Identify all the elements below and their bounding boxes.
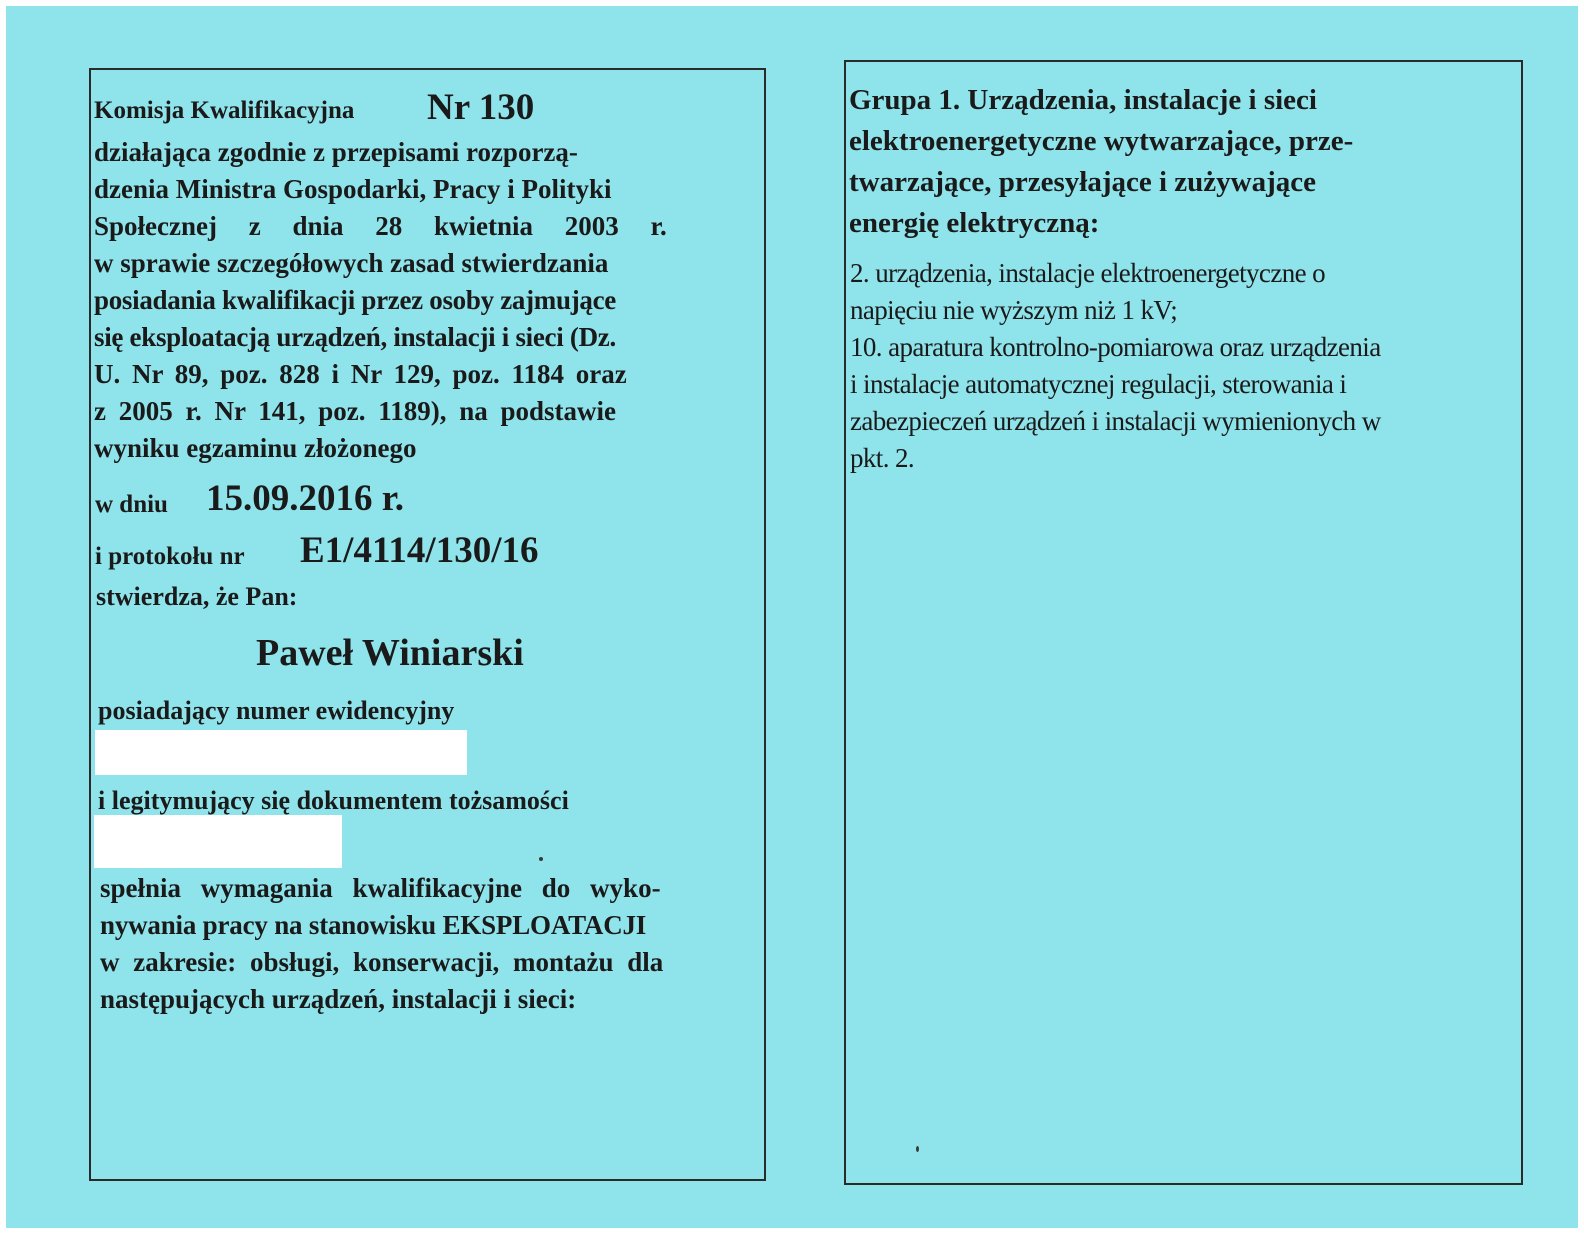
requirements-line-4: następujących urządzeń, instalacji i sieci: [100, 984, 577, 1014]
id-document-label: i legitymujący się dokumentem tożsamości [98, 786, 569, 815]
redacted-registration-number [95, 730, 467, 775]
item-line-2: napięciu nie wyższym niż 1 kV; [850, 295, 1178, 325]
exam-date-label: w dniu [95, 491, 168, 518]
item-line-6: pkt. 2. [850, 443, 915, 473]
legal-line-4: w sprawie szczegółowych zasad stwierdzania [94, 248, 609, 278]
requirements-line-3: w zakresie: obsługi, konserwacji, montażu dla [100, 947, 664, 977]
committee-number: Nr 130 [427, 87, 535, 128]
legal-line-1: działająca zgodnie z przepisami rozporzą- [94, 137, 578, 167]
group-heading-line-3: twarzające, przesyłające i zużywające [849, 166, 1317, 198]
item-line-3: 10. aparatura kontrolno-pomiarowa oraz urządzenia [850, 332, 1381, 362]
legal-line-9: wyniku egzaminu złożonego [94, 433, 417, 463]
registration-number-label: posiadający numer ewidencyjny [98, 696, 455, 725]
person-name: Paweł Winiarski [256, 632, 524, 674]
group-heading-line-4: energię elektryczną: [849, 207, 1100, 239]
certifies-text: stwierdza, że Pan: [96, 582, 298, 611]
legal-line-2: dzenia Ministra Gospodarki, Pracy i Polityki [94, 174, 612, 204]
protocol-number: E1/4114/130/16 [300, 530, 539, 571]
item-line-4: i instalacje automatycznej regulacji, sterowania i [850, 369, 1347, 399]
requirements-line-1: spełnia wymagania kwalifikacyjne do wyko- [100, 873, 661, 903]
redacted-id-document [94, 815, 342, 868]
ink-mark [916, 1146, 919, 1152]
legal-line-3: Społecznej z dnia 28 kwietnia 2003 r. [94, 211, 667, 241]
protocol-label: i protokołu nr [95, 543, 245, 570]
ink-speck [539, 857, 543, 861]
legal-line-6: się eksploatacją urządzeń, instalacji i sieci (Dz. [94, 322, 616, 352]
committee-label: Komisja Kwalifikacyjna [94, 97, 355, 124]
legal-line-7: U. Nr 89, poz. 828 i Nr 129, poz. 1184 oraz [94, 359, 627, 389]
legal-line-8: z 2005 r. Nr 141, poz. 1189), na podstawie [94, 396, 617, 426]
group-heading-line-2: elektroenergetyczne wytwarzające, prze- [849, 125, 1354, 157]
item-line-5: zabezpieczeń urządzeń i instalacji wymienionych w [850, 406, 1381, 436]
requirements-line-2: nywania pracy na stanowisku EKSPLOATACJI [100, 910, 647, 940]
group-heading-line-1: Grupa 1. Urządzenia, instalacje i sieci [849, 84, 1317, 116]
certificate-sheet [6, 6, 1578, 1228]
item-line-1: 2. urządzenia, instalacje elektroenergetyczne o [850, 258, 1326, 288]
exam-date-value: 15.09.2016 r. [206, 478, 405, 519]
legal-line-5: posiadania kwalifikacji przez osoby zajmujące [94, 285, 616, 315]
